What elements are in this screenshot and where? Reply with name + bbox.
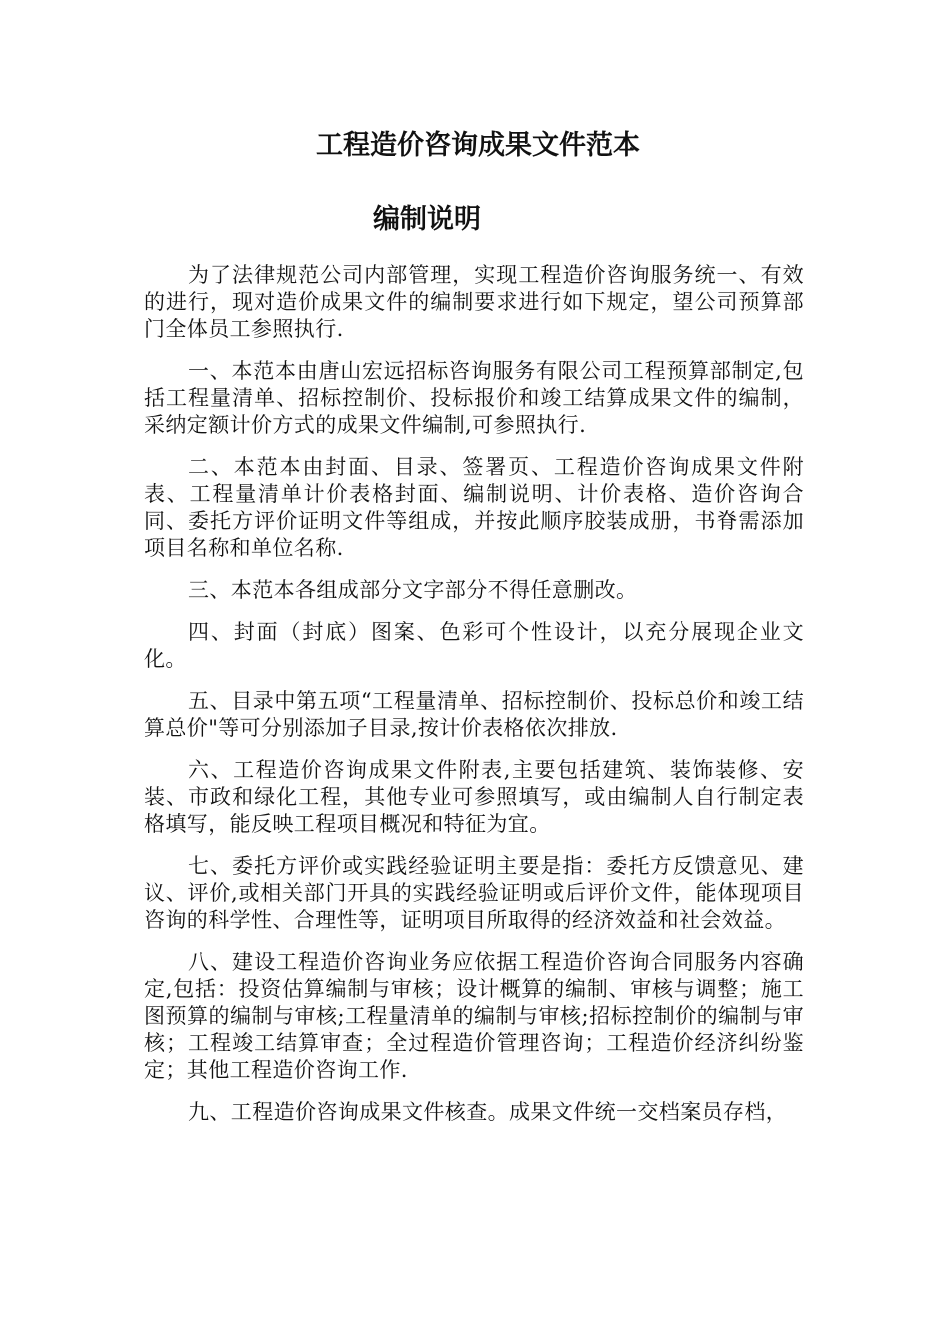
document-title: 工程造价咨询成果文件范本 (316, 130, 640, 161)
paragraph-item-9: 九、工程造价咨询成果文件核查。成果文件统一交档案员存档， (188, 1100, 788, 1124)
paragraph-item-8: 八、建设工程造价咨询业务应依据工程造价咨询合同服务内容确定,包括：投资估算编制与审核；设计概算的编制、审核与调整；施工图预算的编制与审核;工程量清单的编制与审核;招标控制价的编制与审核；工程竣工结算审查；全过程造价管理咨询；工程造价经济纠纷鉴定；其他工程造价咨询工作. (144, 950, 804, 1082)
document-subtitle: 编制说明 (373, 204, 481, 235)
paragraph-item-4: 四、封面（封底）图案、色彩可个性设计，以充分展现企业文化。 (144, 620, 804, 671)
paragraph-item-6: 六、工程造价咨询成果文件附表,主要包括建筑、装饰装修、安装、市政和绿化工程，其他专业可参照填写，或由编制人自行制定表格填写，能反映工程项目概况和特征为宜。 (144, 758, 804, 836)
document-body (144, 262, 804, 1141)
paragraph-item-1: 一、本范本由唐山宏远招标咨询服务有限公司工程预算部制定,包括工程量清单、招标控制价、投标报价和竣工结算成果文件的编制，采纳定额计价方式的成果文件编制,可参照执行. (144, 359, 804, 437)
paragraph-item-7: 七、委托方评价或实践经验证明主要是指：委托方反馈意见、建议、评价,或相关部门开具的实践经验证明或后评价文件，能体现项目咨询的科学性、合理性等，证明项目所取得的经济效益和社会效益。 (144, 854, 804, 932)
paragraph-item-2: 二、本范本由封面、目录、签署页、工程造价咨询成果文件附表、工程量清单计价表格封面、编制说明、计价表格、造价咨询合同、委托方评价证明文件等组成，并按此顺序胶装成册，书脊需添加项目名称和单位名称. (144, 455, 804, 560)
paragraph-intro: 为了法律规范公司内部管理，实现工程造价咨询服务统一、有效的进行，现对造价成果文件的编制要求进行如下规定，望公司预算部门全体员工参照执行. (144, 263, 804, 341)
paragraph-item-3: 三、本范本各组成部分文字部分不得任意删改。 (188, 578, 638, 602)
paragraph-item-5: 五、目录中第五项“工程量清单、招标控制价、投标总价和竣工结算总价"等可分别添加子目录,按计价表格依次排放. (144, 689, 804, 740)
